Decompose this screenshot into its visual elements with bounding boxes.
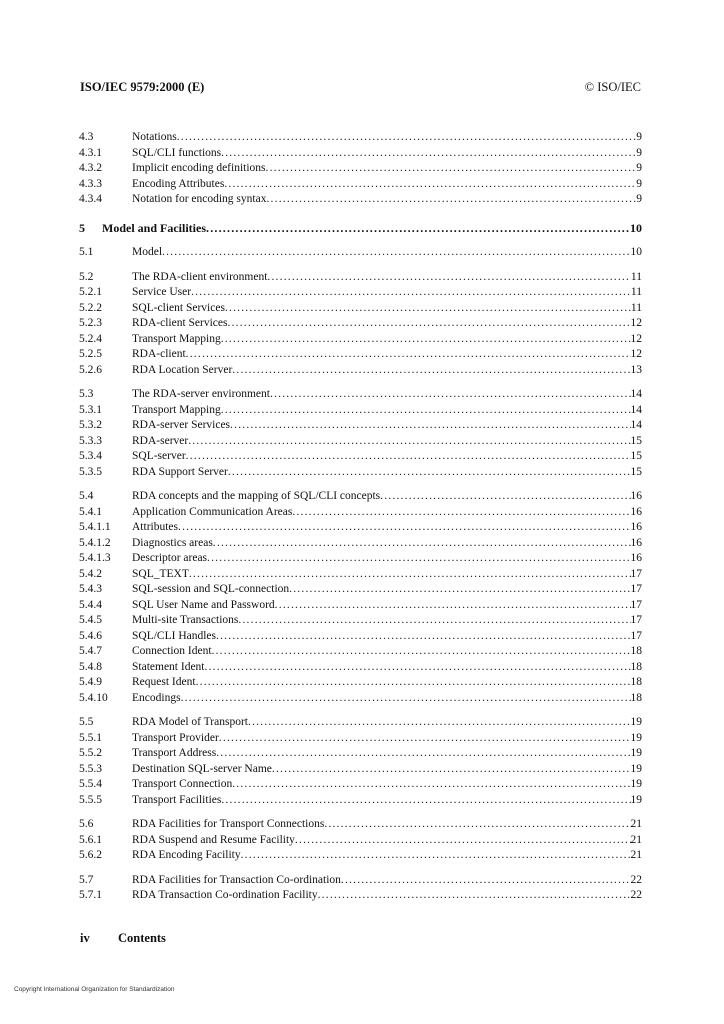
toc-row[interactable] bbox=[79, 316, 642, 332]
toc-entry bbox=[132, 161, 642, 177]
toc-section-title: Transport Address bbox=[132, 747, 217, 759]
toc-dot-leader bbox=[292, 505, 630, 521]
toc-page-number: 17 bbox=[630, 598, 642, 611]
toc-row[interactable] bbox=[79, 582, 642, 598]
toc-section-number: 5.3.2 bbox=[79, 419, 102, 431]
toc-section-number: 4.3.2 bbox=[79, 162, 102, 174]
toc-dot-leader bbox=[266, 192, 636, 208]
toc-section-number: 5.4.1.2 bbox=[79, 536, 111, 549]
toc-page-number: 11 bbox=[630, 270, 642, 283]
toc-dot-leader bbox=[341, 873, 631, 889]
toc-entry bbox=[132, 505, 642, 521]
toc-entry bbox=[132, 449, 642, 465]
toc-section-number: 5.2.5 bbox=[79, 348, 102, 360]
toc-page-number: 21 bbox=[630, 818, 642, 830]
toc-row[interactable] bbox=[79, 520, 642, 536]
toc-section-number: 5.4.8 bbox=[79, 660, 102, 673]
toc-section-number: 4.3.3 bbox=[79, 177, 102, 190]
toc-page-number: 9 bbox=[636, 146, 642, 159]
toc-entry bbox=[132, 675, 642, 691]
toc-section-number: 5.4.1.1 bbox=[79, 521, 111, 533]
toc-row[interactable] bbox=[79, 598, 642, 614]
toc-page-number: 10 bbox=[630, 246, 642, 258]
toc-section-title: The RDA-client environment bbox=[132, 270, 268, 283]
toc-dot-leader bbox=[266, 161, 637, 177]
toc-dot-leader bbox=[205, 660, 631, 676]
toc-section-number: 5.6.2 bbox=[79, 849, 102, 861]
toc-section-title: Model and Facilities bbox=[102, 220, 206, 235]
toc-entry bbox=[132, 536, 642, 552]
toc-entry bbox=[132, 660, 642, 676]
toc-section-title: SQL/CLI functions bbox=[132, 146, 222, 159]
toc-section-title: RDA Transaction Co-ordination Facility bbox=[132, 889, 318, 901]
toc-page-number: 19 bbox=[630, 778, 642, 790]
toc-section-title: Implicit encoding definitions bbox=[132, 162, 266, 174]
toc-section-title: Notations bbox=[132, 131, 177, 143]
toc-section-title: Diagnostics areas bbox=[132, 536, 213, 549]
page-number: iv bbox=[80, 931, 90, 945]
toc-page-number: 22 bbox=[630, 889, 642, 901]
toc-dot-leader bbox=[181, 691, 631, 707]
toc-section-title: Connection Ident bbox=[132, 645, 212, 657]
toc-page-number: 16 bbox=[630, 490, 642, 502]
toc-section-number: 5.6.1 bbox=[79, 833, 102, 846]
toc-dot-leader bbox=[221, 403, 631, 419]
toc-dot-leader bbox=[224, 177, 636, 193]
toc-page-number: 16 bbox=[630, 552, 642, 564]
toc-dot-leader bbox=[232, 777, 630, 793]
toc-row[interactable] bbox=[79, 177, 642, 193]
toc-section-title: Transport Mapping bbox=[132, 332, 221, 345]
toc-row[interactable] bbox=[79, 833, 642, 849]
toc-section-number: 5.4.9 bbox=[79, 676, 102, 688]
toc-dot-leader bbox=[221, 146, 636, 162]
toc-section-number: 5.4.6 bbox=[79, 629, 102, 642]
toc-section-title: RDA Suspend and Resume Facility bbox=[132, 833, 295, 846]
toc-page-number: 15 bbox=[630, 450, 642, 462]
toc-section-title: Statement Ident bbox=[132, 660, 205, 673]
toc-dot-leader bbox=[228, 316, 631, 332]
toc-section-title: SQL-server bbox=[132, 450, 186, 462]
toc-dot-leader bbox=[267, 270, 631, 286]
toc-section-number: 5.4.3 bbox=[79, 583, 102, 595]
toc-section-title: RDA-client Services bbox=[132, 317, 228, 329]
toc-row[interactable] bbox=[79, 660, 642, 676]
toc-section-number: 5.1 bbox=[79, 246, 94, 258]
toc-section-number: 5.4.10 bbox=[79, 691, 108, 704]
toc-entry bbox=[132, 130, 642, 146]
toc-page-number: 18 bbox=[630, 660, 642, 673]
toc-entry bbox=[132, 192, 642, 208]
toc-row[interactable] bbox=[79, 130, 642, 146]
toc-row[interactable] bbox=[79, 715, 642, 731]
toc-entry bbox=[132, 363, 642, 379]
toc-spacer bbox=[79, 808, 642, 817]
toc-row[interactable] bbox=[79, 536, 642, 552]
toc-section-title: Model bbox=[132, 246, 163, 258]
toc-section-number: 5.4 bbox=[79, 490, 94, 502]
toc-entry bbox=[132, 332, 642, 348]
toc-section-title: Transport Provider bbox=[132, 731, 219, 744]
toc-section-number: 4.3.1 bbox=[79, 146, 102, 159]
toc-row[interactable] bbox=[79, 691, 642, 707]
toc-dot-leader bbox=[241, 848, 631, 864]
toc-section-number: 5.3.3 bbox=[79, 434, 102, 447]
toc-entry bbox=[132, 551, 642, 567]
toc-dot-leader bbox=[196, 675, 631, 691]
toc-page-number: 11 bbox=[630, 286, 642, 298]
toc-spacer bbox=[79, 706, 642, 715]
toc-section-title: RDA-server bbox=[132, 434, 189, 447]
toc-section-title: Transport Facilities bbox=[132, 793, 222, 806]
toc-section-number: 5.7.1 bbox=[79, 889, 102, 901]
toc-entry bbox=[132, 301, 642, 317]
toc-row[interactable] bbox=[79, 363, 642, 379]
toc-page-number: 13 bbox=[630, 363, 642, 376]
toc-section-number: 5.4.4 bbox=[79, 598, 102, 611]
toc-section-title: RDA concepts and the mapping of SQL/CLI concepts bbox=[132, 490, 381, 502]
toc-entry bbox=[132, 691, 642, 707]
toc-page-number: 17 bbox=[630, 583, 642, 595]
footer-section-label: Contents bbox=[118, 931, 166, 945]
toc-section-number: 5.7 bbox=[79, 873, 94, 886]
toc-row[interactable] bbox=[79, 777, 642, 793]
toc-section-number: 5.2.1 bbox=[79, 286, 102, 298]
toc-section-title: Notation for encoding syntax bbox=[132, 193, 267, 205]
toc-section-title: RDA Encoding Facility bbox=[132, 849, 241, 861]
toc-entry bbox=[132, 582, 642, 598]
toc-page-number: 12 bbox=[630, 317, 642, 329]
toc-page-number: 15 bbox=[630, 434, 642, 447]
toc-section-title: Transport Connection bbox=[132, 778, 233, 790]
toc-entry bbox=[132, 285, 642, 301]
toc-entry bbox=[132, 387, 642, 403]
toc-section-number: 4.3 bbox=[79, 131, 94, 143]
toc-row[interactable] bbox=[79, 873, 642, 889]
toc-section-number: 5.5 bbox=[79, 716, 94, 728]
toc-section-number: 5.4.1 bbox=[79, 505, 102, 518]
toc-entry bbox=[132, 598, 642, 614]
toc-section-title: Descriptor areas bbox=[132, 552, 208, 564]
toc-section-title: SQL-session and SQL-connection bbox=[132, 583, 290, 595]
toc-section-number: 5.2.3 bbox=[79, 317, 102, 329]
toc-section-title: Encoding Attributes bbox=[132, 177, 225, 190]
toc-dot-leader bbox=[225, 301, 631, 317]
toc-page-number: 19 bbox=[630, 793, 642, 806]
toc-spacer bbox=[79, 208, 642, 221]
toc-row[interactable] bbox=[79, 146, 642, 162]
toc-row[interactable] bbox=[79, 270, 642, 286]
toc-section-number: 5.5.1 bbox=[79, 731, 102, 744]
toc-row[interactable] bbox=[79, 418, 642, 434]
toc-dot-leader bbox=[221, 793, 630, 809]
toc-page-number: 18 bbox=[630, 645, 642, 657]
toc-row[interactable] bbox=[79, 613, 642, 629]
toc-section-title: SQL-client Services bbox=[132, 301, 225, 314]
toc-dot-leader bbox=[162, 245, 630, 261]
toc-dot-leader bbox=[228, 465, 631, 481]
toc-row[interactable] bbox=[79, 434, 642, 450]
toc-section-title: RDA Model of Transport bbox=[132, 716, 248, 728]
toc-row[interactable] bbox=[79, 347, 642, 363]
toc-dot-leader bbox=[230, 418, 630, 434]
toc-page-number: 18 bbox=[630, 676, 642, 688]
toc-page-number: 17 bbox=[630, 614, 642, 626]
toc-section-number: 5.5.3 bbox=[79, 762, 102, 775]
toc-dot-leader bbox=[216, 629, 630, 645]
toc-row[interactable] bbox=[79, 731, 642, 747]
toc-page-number: 9 bbox=[636, 131, 642, 143]
toc-page-number: 14 bbox=[630, 403, 642, 416]
toc-row[interactable] bbox=[79, 762, 642, 778]
toc-row[interactable] bbox=[79, 644, 642, 660]
toc-dot-leader bbox=[270, 387, 631, 403]
toc-row[interactable] bbox=[79, 888, 642, 904]
toc-entry bbox=[132, 613, 642, 629]
toc-section-number: 5.5.4 bbox=[79, 778, 102, 790]
toc-entry bbox=[132, 465, 642, 481]
toc-section-title: SQL User Name and Password bbox=[132, 598, 275, 611]
toc-entry bbox=[132, 434, 642, 450]
toc-entry bbox=[132, 746, 642, 762]
toc-entry bbox=[132, 347, 642, 363]
toc-row[interactable] bbox=[79, 161, 642, 177]
toc-row[interactable] bbox=[79, 551, 642, 567]
toc-dot-leader bbox=[219, 731, 631, 747]
toc-section-number: 5.2 bbox=[79, 270, 94, 283]
toc-entry bbox=[132, 848, 642, 864]
toc-page-number: 12 bbox=[630, 348, 642, 360]
toc-dot-leader bbox=[216, 746, 630, 762]
toc-page-number: 18 bbox=[630, 691, 642, 704]
toc-entry bbox=[132, 403, 642, 419]
toc-section-number: 5.6 bbox=[79, 818, 94, 830]
toc-page-number: 19 bbox=[630, 762, 642, 775]
toc-dot-leader bbox=[207, 551, 630, 567]
toc-spacer bbox=[79, 864, 642, 873]
toc-dot-leader bbox=[272, 762, 631, 778]
toc-dot-leader bbox=[238, 613, 630, 629]
toc-section-title: Service User bbox=[132, 286, 192, 298]
toc-page-number: 17 bbox=[630, 567, 642, 580]
toc-row[interactable] bbox=[79, 449, 642, 465]
toc-section-title: Application Communication Areas bbox=[132, 505, 293, 518]
toc-section-number: 5.4.2 bbox=[79, 567, 102, 580]
toc-entry bbox=[132, 146, 642, 162]
toc-row[interactable] bbox=[79, 465, 642, 481]
toc-entry bbox=[132, 644, 642, 660]
toc-section-title: Multi-site Transactions bbox=[132, 614, 239, 626]
toc-dot-leader bbox=[324, 817, 630, 833]
toc-section-title: RDA Support Server bbox=[132, 465, 228, 478]
table-of-contents bbox=[79, 130, 642, 904]
toc-page-number: 14 bbox=[630, 388, 642, 400]
toc-entry bbox=[132, 489, 642, 505]
toc-section-number: 5.2.4 bbox=[79, 332, 102, 345]
toc-row[interactable] bbox=[79, 793, 642, 809]
toc-row[interactable] bbox=[79, 192, 642, 208]
toc-page-number: 19 bbox=[630, 731, 642, 744]
toc-section-number: 5.3.5 bbox=[79, 465, 102, 478]
toc-page-number: 19 bbox=[630, 747, 642, 759]
toc-entry bbox=[132, 629, 642, 645]
toc-row[interactable] bbox=[79, 285, 642, 301]
toc-row[interactable] bbox=[79, 245, 642, 261]
toc-spacer bbox=[79, 378, 642, 387]
toc-row[interactable] bbox=[79, 746, 642, 762]
toc-entry bbox=[132, 833, 642, 849]
toc-page-number: 14 bbox=[630, 419, 642, 431]
toc-dot-leader bbox=[318, 888, 631, 904]
toc-entry bbox=[132, 245, 642, 261]
toc-page-number: 17 bbox=[630, 629, 642, 642]
toc-entry bbox=[132, 567, 642, 583]
toc-spacer bbox=[79, 261, 642, 270]
toc-section-title: RDA-client bbox=[132, 348, 186, 360]
toc-row[interactable] bbox=[79, 629, 642, 645]
toc-dot-leader bbox=[248, 715, 631, 731]
toc-row[interactable] bbox=[79, 848, 642, 864]
toc-dot-leader bbox=[206, 221, 630, 237]
toc-entry bbox=[132, 715, 642, 731]
toc-section-number: 5.4.7 bbox=[79, 645, 102, 657]
toc-row[interactable] bbox=[79, 489, 642, 505]
toc-entry bbox=[132, 731, 642, 747]
toc-section-number: 5.4.1.3 bbox=[79, 552, 111, 564]
toc-row[interactable] bbox=[79, 301, 642, 317]
toc-entry bbox=[102, 221, 642, 237]
toc-section-number: 5.4.5 bbox=[79, 614, 102, 626]
toc-page-number: 16 bbox=[630, 505, 642, 518]
toc-section-number: 5.3.1 bbox=[79, 403, 102, 416]
toc-entry bbox=[132, 762, 642, 778]
toc-row[interactable] bbox=[79, 567, 642, 583]
toc-spacer bbox=[79, 480, 642, 489]
toc-entry bbox=[132, 793, 642, 809]
toc-entry bbox=[132, 777, 642, 793]
toc-page-number: 21 bbox=[630, 833, 642, 846]
toc-row[interactable] bbox=[79, 332, 642, 348]
toc-page-number: 15 bbox=[630, 465, 642, 478]
toc-entry bbox=[132, 520, 642, 536]
toc-dot-leader bbox=[380, 489, 630, 505]
toc-section-title: Request Ident bbox=[132, 676, 196, 688]
toc-dot-leader bbox=[213, 536, 631, 552]
toc-section-title: RDA Facilities for Transport Connections bbox=[132, 818, 325, 830]
toc-section-number: 4.3.4 bbox=[79, 193, 102, 205]
toc-section-number: 5.3.4 bbox=[79, 450, 102, 462]
toc-page-number: 21 bbox=[630, 849, 642, 861]
toc-section-title: SQL_TEXT bbox=[132, 567, 189, 580]
toc-dot-leader bbox=[186, 449, 631, 465]
toc-section-title: The RDA-server environment bbox=[132, 388, 270, 400]
toc-page-number: 9 bbox=[636, 177, 642, 190]
toc-section-title: RDA Facilities for Transaction Co-ordination bbox=[132, 873, 341, 886]
toc-page-number: 9 bbox=[636, 193, 642, 205]
toc-section-title: Transport Mapping bbox=[132, 403, 221, 416]
toc-section-number: 5.2.6 bbox=[79, 363, 102, 376]
toc-dot-leader bbox=[191, 285, 631, 301]
toc-section-title: Attributes bbox=[132, 521, 178, 533]
toc-section-title: RDA Location Server bbox=[132, 363, 233, 376]
toc-dot-leader bbox=[212, 644, 631, 660]
toc-section-number: 5 bbox=[79, 220, 85, 235]
toc-entry bbox=[132, 177, 642, 193]
toc-entry bbox=[132, 888, 642, 904]
toc-section-number: 5.2.2 bbox=[79, 301, 102, 314]
toc-entry bbox=[132, 817, 642, 833]
toc-dot-leader bbox=[177, 130, 637, 146]
toc-dot-leader bbox=[295, 833, 631, 849]
copyright-notice: Copyright International Organization for Standardization bbox=[14, 986, 175, 993]
toc-page-number: 12 bbox=[630, 332, 642, 345]
toc-section-number: 5.5.2 bbox=[79, 747, 102, 759]
toc-dot-leader bbox=[186, 347, 631, 363]
toc-section-number: 5.3 bbox=[79, 388, 94, 400]
toc-entry bbox=[132, 316, 642, 332]
toc-row[interactable] bbox=[79, 817, 642, 833]
toc-spacer bbox=[79, 236, 642, 245]
toc-page-number: 9 bbox=[636, 162, 642, 174]
toc-page-number: 16 bbox=[630, 536, 642, 549]
toc-section-title: SQL/CLI Handles bbox=[132, 629, 217, 642]
toc-dot-leader bbox=[178, 520, 631, 536]
toc-dot-leader bbox=[221, 332, 631, 348]
toc-section-number: 5.5.5 bbox=[79, 793, 102, 806]
page-header bbox=[80, 80, 641, 96]
copyright-mark: © ISO/IEC bbox=[584, 80, 641, 94]
toc-page-number: 10 bbox=[630, 220, 642, 235]
toc-entry bbox=[132, 873, 642, 889]
toc-dot-leader bbox=[275, 598, 631, 614]
toc-dot-leader bbox=[289, 582, 630, 598]
toc-section-title: Destination SQL-server Name bbox=[132, 762, 272, 775]
toc-row[interactable] bbox=[79, 387, 642, 403]
toc-page-number: 16 bbox=[630, 521, 642, 533]
toc-entry bbox=[132, 270, 642, 286]
document-identifier: ISO/IEC 9579:2000 (E) bbox=[80, 80, 205, 94]
toc-row[interactable] bbox=[79, 505, 642, 521]
toc-page-number: 22 bbox=[630, 873, 642, 886]
toc-chapter-row[interactable] bbox=[79, 221, 642, 237]
toc-page-number: 19 bbox=[630, 716, 642, 728]
toc-page-number: 11 bbox=[630, 301, 642, 314]
toc-dot-leader bbox=[189, 567, 631, 583]
toc-dot-leader bbox=[188, 434, 630, 450]
toc-row[interactable] bbox=[79, 403, 642, 419]
toc-dot-leader bbox=[232, 363, 630, 379]
toc-row[interactable] bbox=[79, 675, 642, 691]
toc-entry bbox=[132, 418, 642, 434]
toc-section-title: Encodings bbox=[132, 691, 181, 704]
toc-section-title: RDA-server Services bbox=[132, 419, 231, 431]
